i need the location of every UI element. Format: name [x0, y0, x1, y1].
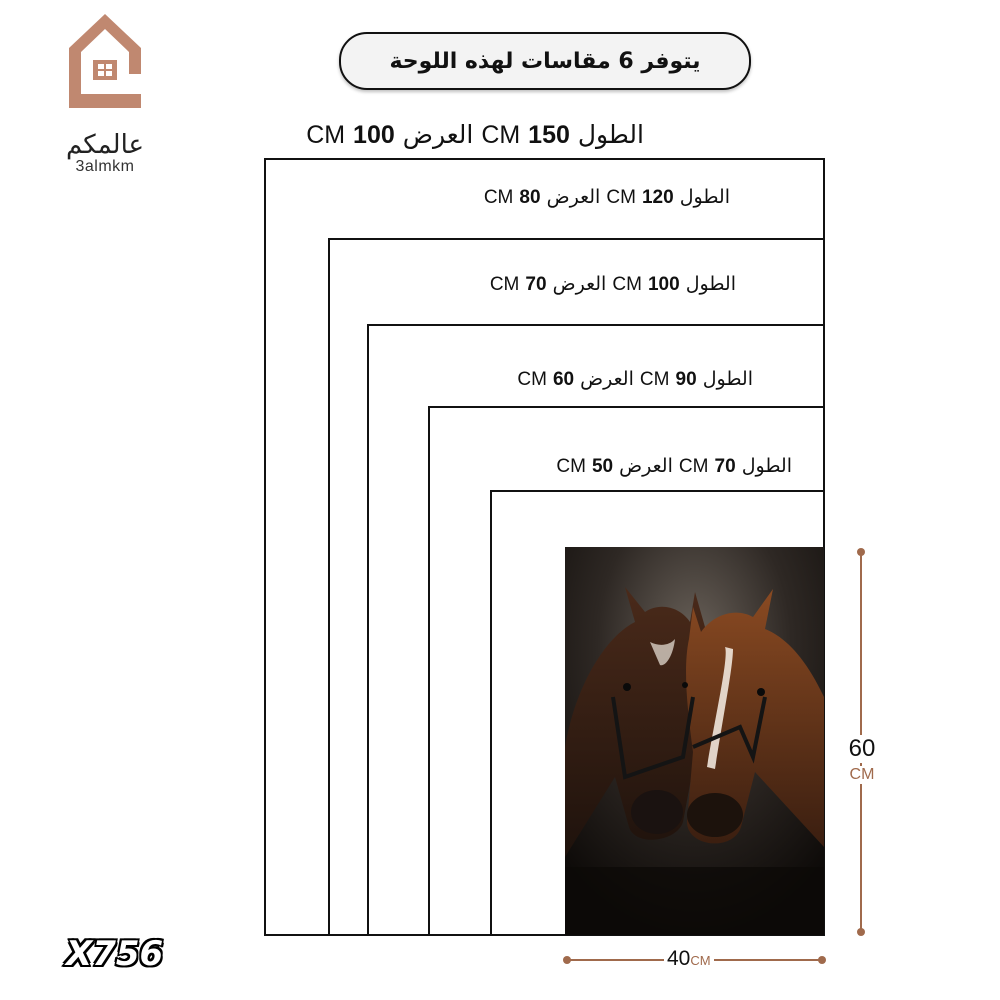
two-horses-portrait	[565, 547, 824, 935]
sizes-headline: يتوفر 6 مقاسات لهذه اللوحة	[339, 32, 751, 90]
size-label-4: الطول 90 CM العرض 60 CM	[517, 368, 753, 390]
brand-logo	[55, 12, 165, 175]
size-label-1: الطول 150 CM العرض 100 CM	[306, 120, 644, 149]
width-label	[664, 947, 714, 971]
height-unit: CM	[840, 766, 884, 784]
size-label-3: الطول 100 CM العرض 70 CM	[489, 273, 736, 295]
product-code: X756	[66, 934, 164, 974]
house-logo-icon	[67, 12, 143, 108]
brand-name-arabic: عالمكم	[65, 130, 145, 160]
height-value: 60	[840, 735, 884, 763]
width-unit: CM	[690, 953, 711, 968]
width-value: 40	[667, 947, 691, 970]
size-label-2: الطول 120 CM العرض 80 CM	[483, 186, 730, 208]
brand-name-english: 3almkm	[75, 158, 135, 175]
horses-artwork	[565, 547, 824, 935]
size-label-5: الطول 70 CM العرض 50 CM	[556, 455, 792, 477]
